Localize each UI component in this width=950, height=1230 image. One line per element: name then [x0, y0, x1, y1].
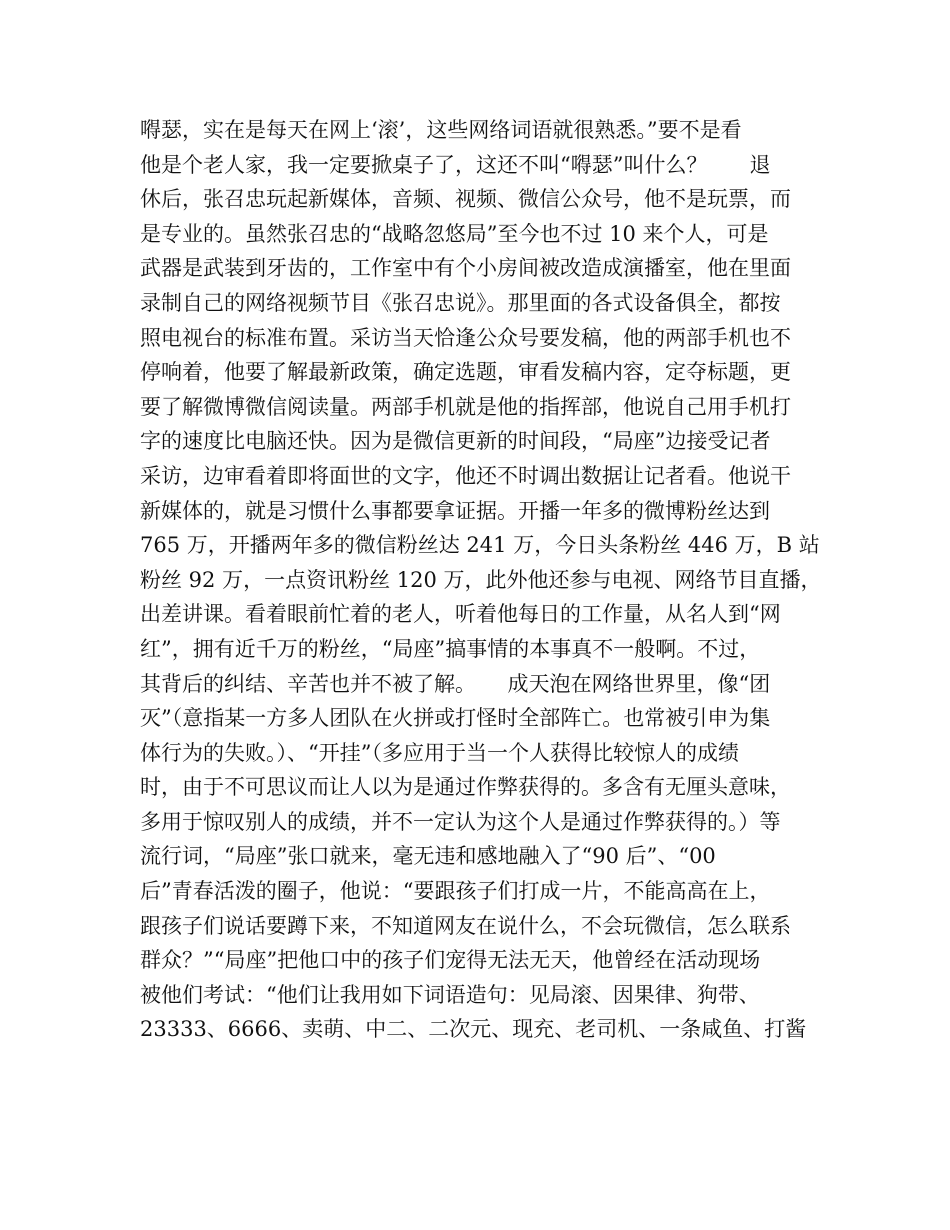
text-line-14: 粉丝 92 万，一点资讯粉丝 120 万，此外他还参与电视、网络节目直播，	[140, 567, 822, 592]
text-line-13: 765 万，开播两年多的微信粉丝达 241 万，今日头条粉丝 446 万，B 站	[140, 533, 820, 558]
text-line-27: 23333、6666、卖萌、中二、二次元、现充、老司机、一条咸鱼、打酱	[140, 1017, 807, 1042]
text-line-17: 其背后的纠结、辛苦也并不被了解。 成天泡在网络世界里，像“团	[140, 671, 771, 696]
text-line-21: 多用于惊叹别人的成绩，并不一定认为这个人是通过作弊获得的。）等	[140, 809, 781, 834]
text-line-24: 跟孩子们说话要蹲下来，不知道网友在说什么，不会玩微信，怎么联系	[140, 913, 791, 938]
text-line-16: 红”，拥有近千万的粉丝，“局座”搞事情的本事真不一般啊。不过，	[140, 636, 761, 661]
text-line-19: 体行为的失败。）、“开挂”（多应用于当一个人获得比较惊人的成绩	[140, 740, 739, 765]
text-line-15: 出差讲课。看着眼前忙着的老人，听着他每日的工作量，从名人到“网	[140, 602, 781, 627]
text-line-10: 字的速度比电脑还快。因为是微信更新的时间段，“局座”边接受记者	[140, 429, 771, 454]
text-line-1: 嘚瑟，实在是每天在网上‘滚’，这些网络词语就很熟悉。”要不是看	[140, 118, 742, 142]
text-line-11: 采访，边审看着即将面世的文字，他还不时调出数据让记者看。他说干	[140, 463, 791, 488]
text-line-2: 他是个老人家，我一定要掀桌子了，这还不叫“嘚瑟”叫什么？ 退	[140, 152, 771, 177]
text-line-26: 被他们考试：“他们让我用如下词语造句：见局滚、因果律、狗带、	[140, 982, 760, 1007]
text-line-6: 录制自己的网络视频节目《张召忠说》。那里面的各式设备俱全，都按	[140, 290, 781, 315]
text-line-23: 后”青春活泼的圈子，他说：“要跟孩子们打成一片，不能高高在上，	[140, 879, 771, 904]
text-line-7: 照电视台的标准布置。采访当天恰逢公众号要发稿，他的两部手机也不	[140, 325, 791, 350]
text-line-22: 流行词，“局座”张口就来，毫无违和感地融入了“90 后”、“00	[140, 844, 716, 869]
text-line-25: 群众？”“局座”把他口中的孩子们宠得无法无天，他曾经在活动现场	[140, 948, 761, 973]
text-line-9: 要了解微博微信阅读量。两部手机就是他的指挥部，他说自己用手机打	[140, 394, 791, 419]
text-line-18: 灭”（意指某一方多人团队在火拼或打怪时全部阵亡。也常被引申为集	[140, 706, 771, 731]
text-line-5: 武器是武装到牙齿的，工作室中有个小房间被改造成演播室，他在里面	[140, 256, 791, 281]
text-line-4: 是专业的。虽然张召忠的“战略忽悠局”至今也不过 10 来个人，可是	[140, 221, 769, 246]
text-line-20: 时，由于不可思议而让人以为是通过作弊获得的。多含有无厘头意味，	[140, 775, 791, 800]
text-line-8: 停响着，他要了解最新政策，确定选题，审看发稿内容，定夺标题，更	[140, 360, 791, 385]
text-line-12: 新媒体的，就是习惯什么事都要拿证据。开播一年多的微博粉丝达到	[140, 498, 770, 523]
article-body	[140, 113, 830, 1047]
text-line-3: 休后，张召忠玩起新媒体，音频、视频、微信公众号，他不是玩票，而	[140, 187, 791, 212]
